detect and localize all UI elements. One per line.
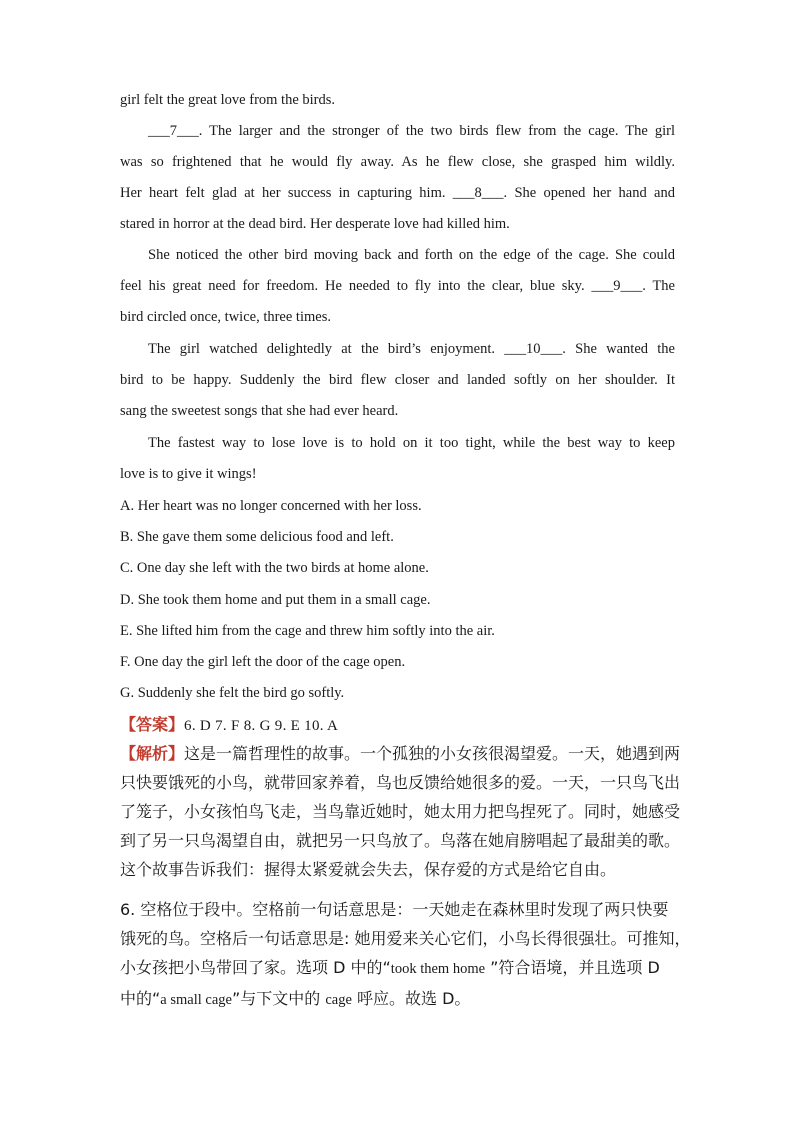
passage-paragraph-blank10 bbox=[120, 334, 675, 427]
passage-line-continued: girl felt the great love from the birds. bbox=[120, 92, 336, 108]
option-g: G. Suddenly she felt the bird go softly. bbox=[120, 685, 345, 701]
passage-line: feel his great need for freedom. He needed to fly into the clear, blue sky. ___9___. The bbox=[120, 278, 675, 294]
passage-paragraph-conclusion bbox=[120, 428, 675, 490]
explanation-line: 饿死的鸟。空格后一句话意思是: 她用爱来关心它们，小鸟长得很强壮。可推知， bbox=[120, 929, 691, 948]
passage-line: ___7___. The larger and the stronger of the two birds flew from the cage. The girl bbox=[148, 123, 675, 139]
passage-line: sang the sweetest songs that she had ever heard. bbox=[120, 403, 399, 419]
analysis-text: 这是一篇哲理性的故事。一个孤独的小女孩很渴望爱。一天，她遇到两 bbox=[184, 744, 681, 763]
passage-line: The girl watched delightedly at the bird’s enjoyment. ___10___. She wanted the bbox=[148, 341, 675, 357]
answer-values: 6. D 7. F 8. G 9. E 10. A bbox=[184, 718, 339, 734]
analysis-line: 了笼子，小女孩怕鸟飞走，当鸟靠近她时，她太用力把鸟捏死了。同时，她感受 bbox=[120, 802, 681, 821]
passage-line: Her heart felt glad at her success in capturing him. ___8___. She opened her hand and bbox=[120, 185, 675, 201]
option-a: A. Her heart was no longer concerned with her loss. bbox=[120, 498, 422, 514]
passage-line: was so frightened that he would fly away. As he flew close, she grasped him wildly. bbox=[120, 154, 675, 170]
passage-line: bird to be happy. Suddenly the bird flew closer and landed softly on her shoulder. It bbox=[120, 372, 675, 388]
analysis-block bbox=[120, 739, 685, 884]
analysis-line bbox=[120, 739, 685, 768]
passage-line: stared in horror at the dead bird. Her desperate love had killed him. bbox=[120, 216, 510, 232]
passage-line: She noticed the other bird moving back and forth on the edge of the cage. She could bbox=[148, 247, 675, 263]
passage-line: love is to give it wings! bbox=[120, 466, 257, 482]
analysis-line: 到了另一只鸟渴望自由，就把另一只鸟放了。鸟落在她肩膀唱起了最甜美的歌。 bbox=[120, 831, 681, 850]
analysis-line: 这个故事告诉我们：握得太紧爱就会失去，保存爱的方式是给它自由。 bbox=[120, 860, 617, 879]
passage-line: The fastest way to lose love is to hold on it too tight, while the best way to keep bbox=[148, 435, 675, 451]
analysis-line: 只快要饿死的小鸟，就带回家养着，鸟也反馈给她很多的爱。一天，一只鸟飞出 bbox=[120, 773, 681, 792]
explanation-line: 中的“a small cage”与下文中的 cage 呼应。故选 D。 bbox=[120, 989, 471, 1008]
answer-line bbox=[120, 710, 685, 741]
option-c: C. One day she left with the two birds at home alone. bbox=[120, 560, 429, 576]
passage-paragraph-blank9 bbox=[120, 240, 675, 333]
explanation-line: 6. 空格位于段中。空格前一句话意思是：一天她走在森林里时发现了两只快要 bbox=[120, 900, 669, 919]
option-d: D. She took them home and put them in a small cage. bbox=[120, 592, 431, 608]
explanation-6 bbox=[120, 895, 691, 1015]
explanation-line: 小女孩把小鸟带回了家。选项 D 中的“took them home ”符合语境，并且选项 D bbox=[120, 958, 660, 977]
option-e: E. She lifted him from the cage and threw him softly into the air. bbox=[120, 623, 495, 639]
option-f: F. One day the girl left the door of the cage open. bbox=[120, 654, 406, 670]
answer-label: 【答案】 bbox=[120, 715, 185, 734]
passage-paragraph-blank7 bbox=[120, 116, 675, 240]
passage-line: bird circled once, twice, three times. bbox=[120, 309, 331, 325]
analysis-label: 【解析】 bbox=[120, 744, 185, 763]
option-b: B. She gave them some delicious food and left. bbox=[120, 529, 394, 545]
